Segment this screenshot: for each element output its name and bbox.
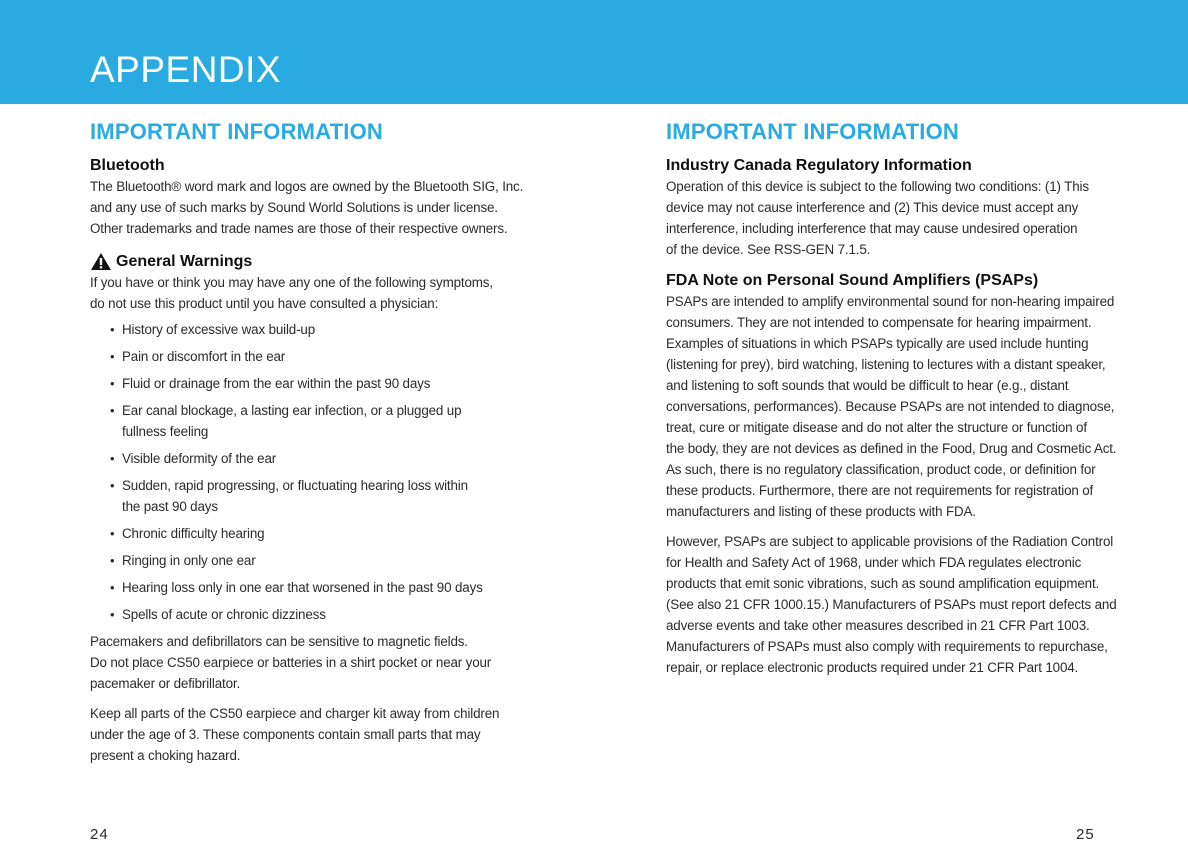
text-line: device may not cause interference and (2) This device must accept any xyxy=(666,200,1079,215)
text-line: Other trademarks and trade names are those of their respective owners. xyxy=(90,221,508,236)
list-item: • Ear canal blockage, a lasting ear infection, or a plugged up fullness feeling xyxy=(110,403,462,439)
bluetooth-section xyxy=(90,155,542,239)
text-line: Ringing in only one ear xyxy=(122,553,256,568)
text-line: manufacturers and listing of these products with FDA. xyxy=(666,504,976,519)
text-line: Pain or discomfort in the ear xyxy=(122,349,286,364)
pacemaker-paragraph xyxy=(90,631,542,694)
text-line: Ear canal blockage, a lasting ear infection, or a plugged up xyxy=(122,403,462,418)
text-line: pacemaker or defibrillator. xyxy=(90,676,241,691)
text-line: Operation of this device is subject to the following two conditions: (1) This xyxy=(666,179,1089,194)
fda-paragraph-2 xyxy=(666,531,1136,678)
list-item: • Hearing loss only in one ear that worsened in the past 90 days xyxy=(110,580,483,595)
text-line: the body, they are not devices as defined in the Food, Drug and Cosmetic Act. xyxy=(666,441,1117,456)
fda-section xyxy=(666,270,1136,678)
text-line: As such, there is no regulatory classification, product code, or definition for xyxy=(666,462,1096,477)
text-line: Sudden, rapid progressing, or fluctuating hearing loss within xyxy=(122,478,468,493)
text-line: Examples of situations in which PSAPs typically are used include hunting xyxy=(666,336,1089,351)
page-title: APPENDIX xyxy=(90,49,282,90)
text-line: Visible deformity of the ear xyxy=(122,451,277,466)
section-heading: IMPORTANT INFORMATION xyxy=(90,119,384,144)
text-line: and any use of such marks by Sound World Solutions is under license. xyxy=(90,200,498,215)
list-item: • Pain or discomfort in the ear xyxy=(110,349,286,364)
industry-canada-section xyxy=(666,155,1136,260)
text-line: (listening for prey), bird watching, listening to lectures with a distant speaker, xyxy=(666,357,1106,372)
header-banner xyxy=(0,0,1188,104)
text-line: Pacemakers and defibrillators can be sensitive to magnetic fields. xyxy=(90,634,468,649)
text-line: Do not place CS50 earpiece or batteries in a shirt pocket or near your xyxy=(90,655,492,670)
text-line: fullness feeling xyxy=(122,424,209,439)
list-item: • Sudden, rapid progressing, or fluctuating hearing loss within the past 90 days xyxy=(110,478,468,514)
text-line: repair, or replace electronic products required under 21 CFR Part 1004. xyxy=(666,660,1079,675)
text-line: History of excessive wax build-up xyxy=(122,322,316,337)
text-line: conversations, performances). Because PSAPs are not intended to diagnose, xyxy=(666,399,1115,414)
section-heading: IMPORTANT INFORMATION xyxy=(666,119,960,144)
text-line: for Health and Safety Act of 1968, under which FDA regulates electronic xyxy=(666,555,1082,570)
warning-triangle-icon xyxy=(90,252,112,271)
list-item: • Visible deformity of the ear xyxy=(110,451,277,466)
list-item: • Chronic difficulty hearing xyxy=(110,526,265,541)
fda-paragraph-1 xyxy=(666,291,1136,522)
text-line: the past 90 days xyxy=(122,499,218,514)
industry-canada-paragraph xyxy=(666,176,1136,260)
fda-heading: FDA Note on Personal Sound Amplifiers (PSAPs) xyxy=(666,272,1039,289)
text-line: adverse events and take other measures described in 21 CFR Part 1003. xyxy=(666,618,1090,633)
left-page xyxy=(90,117,542,766)
bluetooth-heading: Bluetooth xyxy=(90,157,165,174)
text-line: products that emit sonic vibrations, such as sound amplification equipment. xyxy=(666,576,1100,591)
text-line: these products. Furthermore, there are not requirements for registration of xyxy=(666,483,1094,498)
warnings-heading: General Warnings xyxy=(116,253,253,270)
text-line: interference, including interference that may cause undesired operation xyxy=(666,221,1078,236)
text-line: Hearing loss only in one ear that worsened in the past 90 days xyxy=(122,580,483,595)
text-line: treat, cure or mitigate disease and do not alter the structure or function of xyxy=(666,420,1087,435)
text-line: consumers. They are not intended to compensate for hearing impairment. xyxy=(666,315,1092,330)
industry-canada-heading: Industry Canada Regulatory Information xyxy=(666,157,972,174)
text-line: present a choking hazard. xyxy=(90,748,241,763)
list-item: • Ringing in only one ear xyxy=(110,553,256,568)
right-page xyxy=(666,117,1136,678)
text-line: If you have or think you may have any one of the following symptoms, xyxy=(90,275,493,290)
text-line: Chronic difficulty hearing xyxy=(122,526,265,541)
warnings-intro xyxy=(90,272,542,314)
text-line: and listening to soft sounds that would be difficult to hear (e.g., distant xyxy=(666,378,1069,393)
text-line: Keep all parts of the CS50 earpiece and charger kit away from children xyxy=(90,706,500,721)
page-number-right: 25 xyxy=(1076,826,1095,843)
text-line: under the age of 3. These components contain small parts that may xyxy=(90,727,481,742)
bluetooth-paragraph xyxy=(90,176,542,239)
text-line: do not use this product until you have consulted a physician: xyxy=(90,296,439,311)
page-number-left: 24 xyxy=(90,826,109,843)
list-item: • Spells of acute or chronic dizziness xyxy=(110,607,326,622)
text-line: (See also 21 CFR 1000.15.) Manufacturers of PSAPs must report defects and xyxy=(666,597,1117,612)
list-item: • Fluid or drainage from the ear within the past 90 days xyxy=(110,376,431,391)
symptom-list xyxy=(90,319,542,625)
text-line: However, PSAPs are subject to applicable provisions of the Radiation Control xyxy=(666,534,1114,549)
list-item: • History of excessive wax build-up xyxy=(110,322,316,337)
text-line: The Bluetooth® word mark and logos are owned by the Bluetooth SIG, Inc. xyxy=(90,179,524,194)
text-line: Fluid or drainage from the ear within the past 90 days xyxy=(122,376,431,391)
text-line: of the device. See RSS-GEN 7.1.5. xyxy=(666,242,871,257)
children-paragraph xyxy=(90,703,542,766)
text-line: Spells of acute or chronic dizziness xyxy=(122,607,326,622)
warnings-heading-row xyxy=(90,251,542,272)
warnings-section xyxy=(90,251,542,766)
text-line: Manufacturers of PSAPs must also comply with requirements to repurchase, xyxy=(666,639,1108,654)
text-line: PSAPs are intended to amplify environmental sound for non-hearing impaired xyxy=(666,294,1115,309)
